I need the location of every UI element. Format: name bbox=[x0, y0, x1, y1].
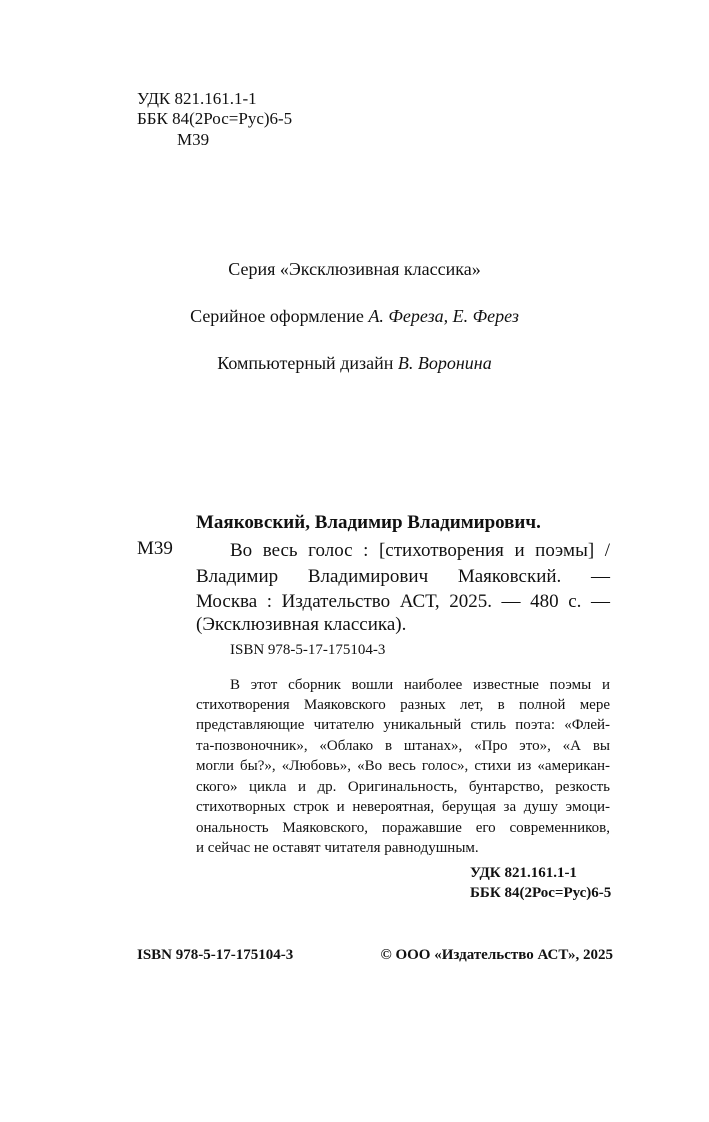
udk-code: УДК 821.161.1-1 bbox=[137, 89, 257, 108]
annotation-line-7: стихотворных строк и невероятная, берущая за душу эмоци- bbox=[196, 799, 610, 815]
author-mark: М39 bbox=[177, 130, 210, 149]
series-design-names: А. Фереза, Е. Ферез bbox=[368, 306, 519, 326]
footer-copyright: © ООО «Издательство АСТ», 2025 bbox=[380, 947, 613, 963]
entry-line-1: Во весь голос : [стихотворения и поэмы] / bbox=[230, 540, 610, 561]
series-line: Серия «Эксклюзивная классика» bbox=[228, 259, 481, 279]
annotation-line-8: ональность Маяковского, поражавшие его современников, bbox=[196, 820, 610, 836]
annotation-line-3: представляющие читателю уникальный стиль поэта: «Флей- bbox=[196, 717, 610, 733]
entry-line-2: Владимир Владимирович Маяковский. — bbox=[196, 566, 610, 587]
entry-line-4: (Эксклюзивная классика). bbox=[196, 614, 407, 635]
annotation-line-1: В этот сборник вошли наиболее известные поэмы и bbox=[230, 677, 610, 693]
entry-line-3: Москва : Издательство АСТ, 2025. — 480 с. — bbox=[196, 591, 610, 612]
computer-design-line bbox=[0, 353, 709, 374]
computer-design-name: В. Воронина bbox=[397, 353, 492, 373]
computer-design-label: Компьютерный дизайн bbox=[217, 353, 394, 373]
footer-isbn: ISBN 978-5-17-175104-3 bbox=[137, 947, 294, 963]
annotation-line-2: стихотворения Маяковского разных лет, в полной мере bbox=[196, 697, 610, 713]
annotation-line-9: и сейчас не оставят читателя равнодушным. bbox=[196, 840, 479, 856]
annotation-line-6: ского» цикла и др. Оригинальность, бунтарство, резкость bbox=[196, 779, 610, 795]
annotation-line-5: могли бы?», «Любовь», «Во весь голос», стихи из «американ- bbox=[196, 758, 610, 774]
series-design-label: Серийное оформление bbox=[190, 306, 364, 326]
annotation-udk: УДК 821.161.1-1 bbox=[470, 865, 577, 881]
series-design-line bbox=[0, 306, 709, 327]
annotation-bbk: ББК 84(2Рос=Рус)6-5 bbox=[470, 885, 612, 901]
catalog-isbn: ISBN 978-5-17-175104-3 bbox=[230, 642, 386, 658]
side-mark: М39 bbox=[137, 538, 173, 559]
annotation-line-4: та-позвоночник», «Облако в штанах», «Про это», «А вы bbox=[196, 738, 610, 754]
author-heading: Маяковский, Владимир Владимирович. bbox=[196, 512, 541, 533]
bbk-code: ББК 84(2Рос=Рус)6-5 bbox=[137, 109, 293, 128]
